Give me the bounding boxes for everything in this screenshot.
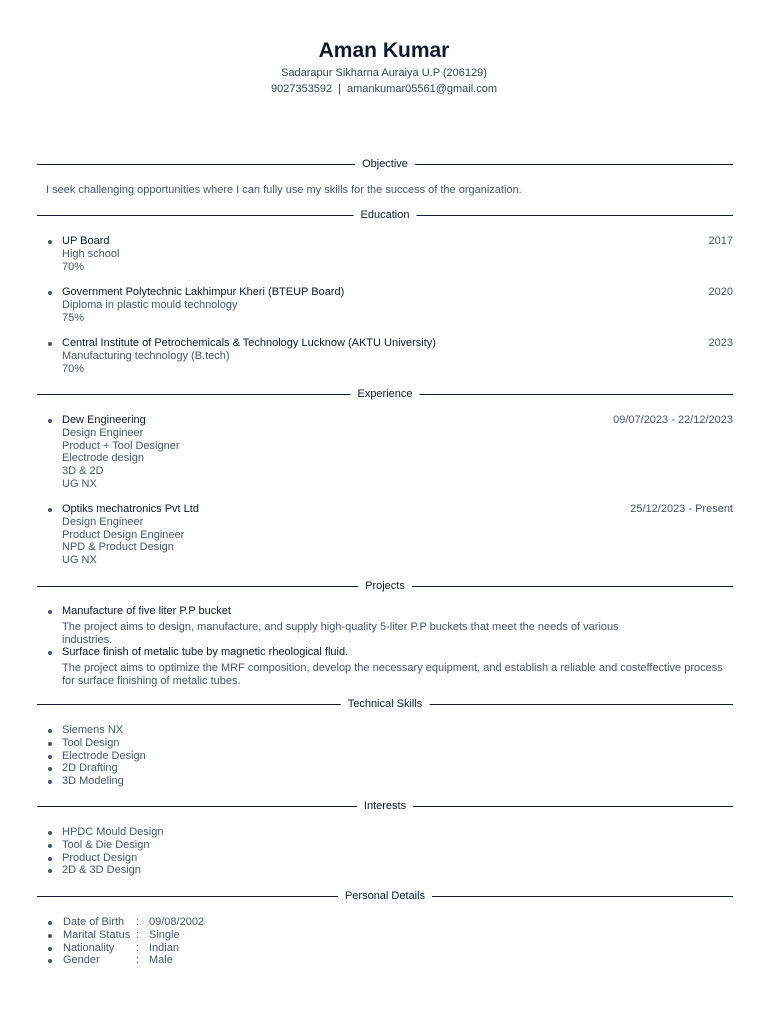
list-item bbox=[48, 852, 163, 865]
experience-company: Optiks mechatronics Pvt Ltd bbox=[62, 503, 199, 515]
detail-colon: : bbox=[136, 941, 140, 954]
bullet bbox=[48, 755, 52, 759]
bullet bbox=[48, 419, 52, 423]
section-heading-interests bbox=[37, 799, 733, 813]
experience-line: NPD & Product Design bbox=[62, 541, 174, 554]
detail-value: 09/08/2002 bbox=[149, 916, 205, 928]
experience-dates: 09/07/2023 - 22/12/2023 bbox=[613, 414, 733, 426]
list-item bbox=[48, 750, 146, 763]
list-item bbox=[48, 826, 163, 839]
experience-entry bbox=[48, 414, 733, 491]
list-item bbox=[48, 762, 146, 775]
personal-details-list bbox=[48, 916, 348, 967]
detail-value: Indian bbox=[149, 941, 179, 954]
bullet bbox=[48, 780, 52, 784]
interests-list bbox=[48, 826, 163, 877]
detail-key: Date of Birth bbox=[63, 916, 125, 928]
experience-line: Design Engineer bbox=[62, 515, 144, 528]
detail-colon: : bbox=[136, 954, 140, 967]
education-year: 2017 bbox=[708, 235, 733, 247]
section-heading-experience bbox=[37, 387, 733, 401]
experience-line: 3D & 2D bbox=[62, 465, 104, 478]
bullet bbox=[48, 508, 52, 512]
experience-line: Electrode design bbox=[62, 452, 144, 465]
experience-company: Dew Engineering bbox=[62, 414, 146, 426]
education-entry bbox=[48, 235, 733, 273]
bullet bbox=[48, 869, 52, 873]
project-title: Manufacture of five liter P.P bucket bbox=[62, 605, 231, 617]
section-title: Projects bbox=[358, 579, 412, 593]
experience-line: Product + Tool Designer bbox=[62, 439, 180, 452]
bullet bbox=[48, 240, 52, 244]
detail-key: Gender bbox=[63, 954, 100, 967]
skill: Tool Design bbox=[62, 736, 120, 749]
address: Sadarapur Sikharna Auraiya U.P (206129) bbox=[281, 67, 487, 79]
experience-line: Design Engineer bbox=[62, 426, 144, 439]
detail-value: Single bbox=[149, 928, 180, 941]
detail-colon: : bbox=[136, 928, 140, 941]
interest: Product Design bbox=[62, 851, 138, 864]
section-heading-skills bbox=[37, 697, 733, 711]
education-detail: High school bbox=[62, 247, 120, 260]
bullet bbox=[48, 767, 52, 771]
education-institution: Government Polytechnic Lakhimpur Kheri (BTEUP Board) bbox=[62, 286, 345, 298]
section-title: Technical Skills bbox=[341, 697, 430, 711]
bullet bbox=[48, 934, 52, 938]
education-detail: Diploma in plastic mould technology bbox=[62, 298, 238, 311]
bullet bbox=[48, 729, 52, 733]
education-institution: UP Board bbox=[62, 235, 110, 247]
project-description: The project aims to design, manufacture, and supply high-quality 5-liter P.P buckets that meet the needs of various industries. bbox=[62, 620, 619, 646]
bullet bbox=[48, 857, 52, 861]
bullet bbox=[48, 959, 52, 963]
section-title: Personal Details bbox=[338, 889, 432, 903]
experience-line: Product Design Engineer bbox=[62, 528, 185, 541]
skill: Electrode Design bbox=[62, 749, 146, 762]
project-description: The project aims to optimize the MRF composition, develop the necessary equipment, and establish a reliable and costeffective process for surface finishing of metalic tubes. bbox=[62, 661, 723, 687]
section-title: Interests bbox=[357, 799, 413, 813]
detail-key: Marital Status bbox=[63, 928, 131, 941]
detail-colon: : bbox=[136, 916, 140, 928]
resume-header bbox=[0, 38, 768, 96]
skills-list bbox=[48, 724, 146, 788]
experience-entry bbox=[48, 503, 733, 567]
education-detail: Manufacturing technology (B.tech) bbox=[62, 349, 230, 362]
phone-number: 9027353592 bbox=[270, 83, 333, 95]
section-title: Objective bbox=[355, 157, 415, 171]
section-title: Experience bbox=[350, 387, 419, 401]
section-title: Education bbox=[354, 208, 417, 222]
interest: HPDC Mould Design bbox=[62, 826, 164, 838]
education-score: 70% bbox=[62, 260, 85, 273]
education-institution: Central Institute of Petrochemicals & Technology Lucknow (AKTU University) bbox=[62, 337, 436, 349]
interest: 2D & 3D Design bbox=[62, 864, 141, 877]
bullet bbox=[48, 844, 52, 848]
bullet bbox=[48, 342, 52, 346]
section-heading-objective bbox=[37, 157, 733, 171]
list-item bbox=[48, 775, 146, 788]
education-year: 2020 bbox=[708, 286, 733, 298]
section-heading-personal-details bbox=[37, 889, 733, 903]
education-score: 70% bbox=[62, 362, 85, 375]
experience-dates: 25/12/2023 - Present bbox=[630, 503, 733, 515]
skill: 3D Modeling bbox=[62, 775, 124, 788]
bullet bbox=[48, 291, 52, 295]
experience-line: UG NX bbox=[62, 554, 97, 567]
project-entry bbox=[48, 605, 733, 646]
detail-key: Nationality bbox=[63, 941, 115, 954]
bullet bbox=[48, 610, 52, 614]
list-item bbox=[48, 839, 163, 852]
contact-separator: | bbox=[338, 83, 342, 95]
education-entry bbox=[48, 286, 733, 324]
objective-text: I seek challenging opportunities where I can fully use my skills for the success of the organization. bbox=[46, 184, 522, 196]
project-title: Surface finish of metalic tube by magnetic rheological fluid. bbox=[62, 646, 349, 658]
candidate-name: Aman Kumar bbox=[318, 39, 450, 62]
personal-detail-row bbox=[48, 916, 348, 929]
list-item bbox=[48, 864, 163, 877]
list-item bbox=[48, 737, 146, 750]
personal-detail-row bbox=[48, 954, 348, 967]
education-year: 2023 bbox=[708, 337, 733, 349]
project-entry bbox=[48, 646, 733, 687]
section-heading-projects bbox=[37, 579, 733, 593]
education-entry bbox=[48, 337, 733, 375]
personal-detail-row bbox=[48, 942, 348, 955]
interest: Tool & Die Design bbox=[62, 838, 150, 851]
detail-value: Male bbox=[149, 954, 173, 967]
experience-line: UG NX bbox=[62, 477, 97, 490]
email-address: amankumar05561@gmail.com bbox=[347, 83, 497, 95]
bullet bbox=[48, 921, 52, 925]
skill: Siemens NX bbox=[62, 724, 124, 736]
bullet bbox=[48, 947, 52, 951]
bullet bbox=[48, 742, 52, 746]
contact-line bbox=[0, 82, 768, 96]
education-score: 75% bbox=[62, 311, 85, 324]
personal-detail-row bbox=[48, 929, 348, 942]
section-heading-education bbox=[37, 208, 733, 222]
list-item bbox=[48, 724, 146, 737]
bullet bbox=[48, 651, 52, 655]
bullet bbox=[48, 831, 52, 835]
skill: 2D Drafting bbox=[62, 762, 118, 775]
